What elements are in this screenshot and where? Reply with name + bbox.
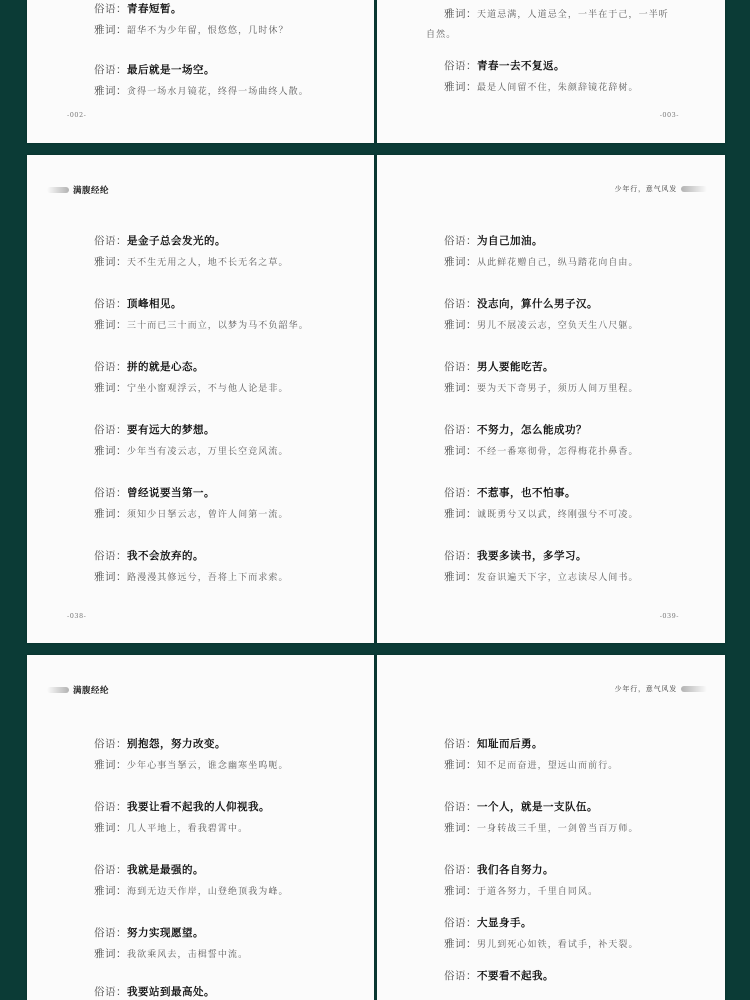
entry (94, 862, 360, 925)
saying-label: 俗语： (444, 970, 477, 982)
poem-text: 路漫漫其修远兮，吾将上下而求索。 (127, 573, 289, 583)
saying-label: 俗语： (94, 550, 127, 562)
poem-text: 男儿到死心如铁，看试手，补天裂。 (477, 940, 639, 950)
poem-label: 雅词： (94, 822, 127, 834)
entry (444, 233, 711, 296)
poem-text: 三十而已三十而立，以梦为马不负韶华。 (127, 321, 309, 331)
page-039 (377, 155, 725, 643)
poem-text: 诚既勇兮又以武，终刚强兮不可凌。 (477, 510, 639, 520)
poem-text: 男儿不展凌云志，空负天生八尺躯。 (477, 321, 639, 331)
poem-label: 雅词： (444, 382, 477, 394)
saying-text: 最后就是一场空。 (127, 64, 215, 76)
entry (444, 485, 711, 548)
poem-label: 雅词： (94, 256, 127, 268)
poem-label: 雅词： (444, 445, 477, 457)
poem-text: 发奋识遍天下字，立志读尽人间书。 (477, 573, 639, 583)
poem-text: 几人平地上，看我碧霄中。 (127, 824, 249, 834)
poem-label: 雅词： (444, 571, 477, 583)
poem-label: 雅词： (94, 571, 127, 583)
poem-label: 雅词： (94, 382, 127, 394)
poem-text: 少年心事当拏云，谁念幽寒坐呜呃。 (127, 761, 289, 771)
saying-label: 俗语： (444, 298, 477, 310)
entry (444, 58, 711, 97)
entry (94, 62, 360, 101)
poem-text: 天不生无用之人，地不长无名之草。 (127, 258, 289, 268)
saying-text: 我要让看不起我的人仰视我。 (127, 801, 270, 813)
poem-label: 雅词： (444, 256, 477, 268)
saying-text: 没志向，算什么男子汉。 (477, 298, 598, 310)
saying-text: 我要多读书，多学习。 (477, 550, 587, 562)
header-ornament (681, 186, 707, 192)
poem-text: 宁坐小窗观浮云，不与他人论是非。 (127, 384, 289, 394)
entry (444, 548, 711, 587)
saying-label: 俗语： (444, 60, 477, 72)
poem-text: 天道忌满，人道忌全，一半在于己，一半听 (477, 10, 669, 20)
saying-label: 俗语： (94, 235, 127, 247)
poem-label: 雅词： (94, 24, 127, 36)
page-003 (377, 0, 725, 143)
saying-label: 俗语： (444, 424, 477, 436)
page-number: -003- (659, 111, 679, 119)
saying-label: 俗语： (94, 487, 127, 499)
saying-label: 俗语： (94, 64, 127, 76)
poem-label: 雅词： (444, 759, 477, 771)
saying-label: 俗语： (94, 801, 127, 813)
entry (94, 296, 360, 359)
entry (94, 359, 360, 422)
poem-label: 雅词： (444, 319, 477, 331)
entry (94, 984, 360, 1000)
saying-text: 大显身手。 (477, 917, 532, 929)
entry (444, 359, 711, 422)
page-number: -038- (67, 612, 87, 620)
poem-label: 雅词： (94, 508, 127, 520)
entry (444, 296, 711, 359)
saying-label: 俗语： (94, 3, 127, 15)
entry (94, 736, 360, 799)
saying-text: 知耻而后勇。 (477, 738, 543, 750)
saying-text: 不惹事，也不怕事。 (477, 487, 576, 499)
running-header (615, 684, 707, 694)
saying-text: 是金子总会发光的。 (127, 235, 226, 247)
poem-text-continued: 自然。 (426, 30, 457, 40)
saying-text: 一个人，就是一支队伍。 (477, 801, 598, 813)
saying-label: 俗语： (94, 298, 127, 310)
poem-label: 雅词： (94, 85, 127, 97)
saying-text: 努力实现愿望。 (127, 927, 204, 939)
poem-text: 不经一番寒彻骨，怎得梅花扑鼻香。 (477, 447, 639, 457)
saying-text: 为自己加油。 (477, 235, 543, 247)
saying-text: 我不会放弃的。 (127, 550, 204, 562)
entry (94, 1, 360, 62)
poem-label: 雅词： (94, 445, 127, 457)
poem-label: 雅词： (444, 938, 477, 950)
poem-text: 我欲乘风去，击楫誓中流。 (127, 950, 249, 960)
saying-label: 俗语： (94, 927, 127, 939)
poem-text: 从此鲜花赠自己，纵马踏花向自由。 (477, 258, 639, 268)
page-left-3 (27, 655, 374, 1000)
saying-text: 拼的就是心态。 (127, 361, 204, 373)
poem-text: 海到无边天作岸，山登绝顶我为峰。 (127, 887, 289, 897)
section-title: 少年行，意气风发 (614, 185, 677, 193)
poem-text: 于道各努力，千里自同风。 (477, 887, 599, 897)
saying-label: 俗语： (444, 550, 477, 562)
running-header (47, 184, 109, 196)
poem-label: 雅词： (444, 81, 477, 93)
section-title: 少年行，意气风发 (614, 685, 677, 693)
saying-text: 顶峰相见。 (127, 298, 182, 310)
running-header (615, 184, 707, 194)
entry (94, 799, 360, 862)
poem-label: 雅词： (94, 319, 127, 331)
page-right-3 (377, 655, 725, 1000)
page-number: -002- (67, 111, 87, 119)
saying-label: 俗语： (444, 801, 477, 813)
header-ornament (47, 687, 69, 693)
running-header (47, 684, 109, 696)
poem-text: 一身转战三千里，一剑曾当百万师。 (477, 824, 639, 834)
saying-text: 不努力，怎么能成功？ (477, 424, 587, 436)
poem-text: 要为天下奇男子，须历人间万里程。 (477, 384, 639, 394)
saying-label: 俗语： (444, 361, 477, 373)
saying-label: 俗语： (94, 738, 127, 750)
entry (444, 968, 711, 986)
poem-text: 须知少日拏云志，曾许人间第一流。 (127, 510, 289, 520)
entry (94, 422, 360, 485)
saying-label: 俗语： (444, 864, 477, 876)
saying-text: 男人要能吃苦。 (477, 361, 554, 373)
entry (444, 915, 711, 968)
poem-label: 雅词： (94, 759, 127, 771)
page-002 (27, 0, 374, 143)
saying-label: 俗语： (444, 235, 477, 247)
entry (444, 736, 711, 799)
book-title: 满腹经纶 (73, 186, 110, 196)
saying-label: 俗语： (94, 424, 127, 436)
saying-label: 俗语： (444, 917, 477, 929)
poem-label: 雅词： (444, 508, 477, 520)
poem-text: 韶华不为少年留，恨悠悠，几时休？ (127, 26, 289, 36)
poem-text: 最是人间留不住，朱颜辞镜花辞树。 (477, 83, 639, 93)
saying-text: 我们各自努力。 (477, 864, 554, 876)
poem-label: 雅词： (94, 948, 127, 960)
page-number: -039- (659, 612, 679, 620)
poem-label: 雅词： (444, 822, 477, 834)
saying-text: 要有远大的梦想。 (127, 424, 215, 436)
saying-label: 俗语： (94, 864, 127, 876)
poem-label: 雅词： (444, 885, 477, 897)
book-title: 满腹经纶 (73, 686, 110, 696)
poem-label: 雅词： (94, 885, 127, 897)
saying-text: 青春短暂。 (127, 3, 182, 15)
entry (94, 925, 360, 984)
saying-text: 我就是最强的。 (127, 864, 204, 876)
saying-text: 青春一去不复返。 (477, 60, 565, 72)
poem-text: 少年当有凌云志，万里长空竞风流。 (127, 447, 289, 457)
saying-label: 俗语： (444, 487, 477, 499)
entry (94, 233, 360, 296)
header-ornament (681, 686, 707, 692)
poem-text: 知不足而奋进，望远山而前行。 (477, 761, 619, 771)
saying-text: 不要看不起我。 (477, 970, 554, 982)
entry (444, 422, 711, 485)
saying-label: 俗语： (444, 738, 477, 750)
entry (94, 548, 360, 587)
saying-label: 俗语： (94, 986, 127, 998)
entry (444, 799, 711, 862)
header-ornament (47, 187, 69, 193)
entry (94, 485, 360, 548)
saying-text: 别抱怨，努力改变。 (127, 738, 226, 750)
saying-text: 曾经说要当第一。 (127, 487, 215, 499)
poem-label: 雅词： (444, 8, 477, 20)
saying-label: 俗语： (94, 361, 127, 373)
page-038 (27, 155, 374, 643)
entry (444, 862, 711, 915)
poem-text: 贪得一场水月镜花，终得一场曲终人散。 (127, 87, 309, 97)
saying-text: 我要站到最高处。 (127, 986, 215, 998)
